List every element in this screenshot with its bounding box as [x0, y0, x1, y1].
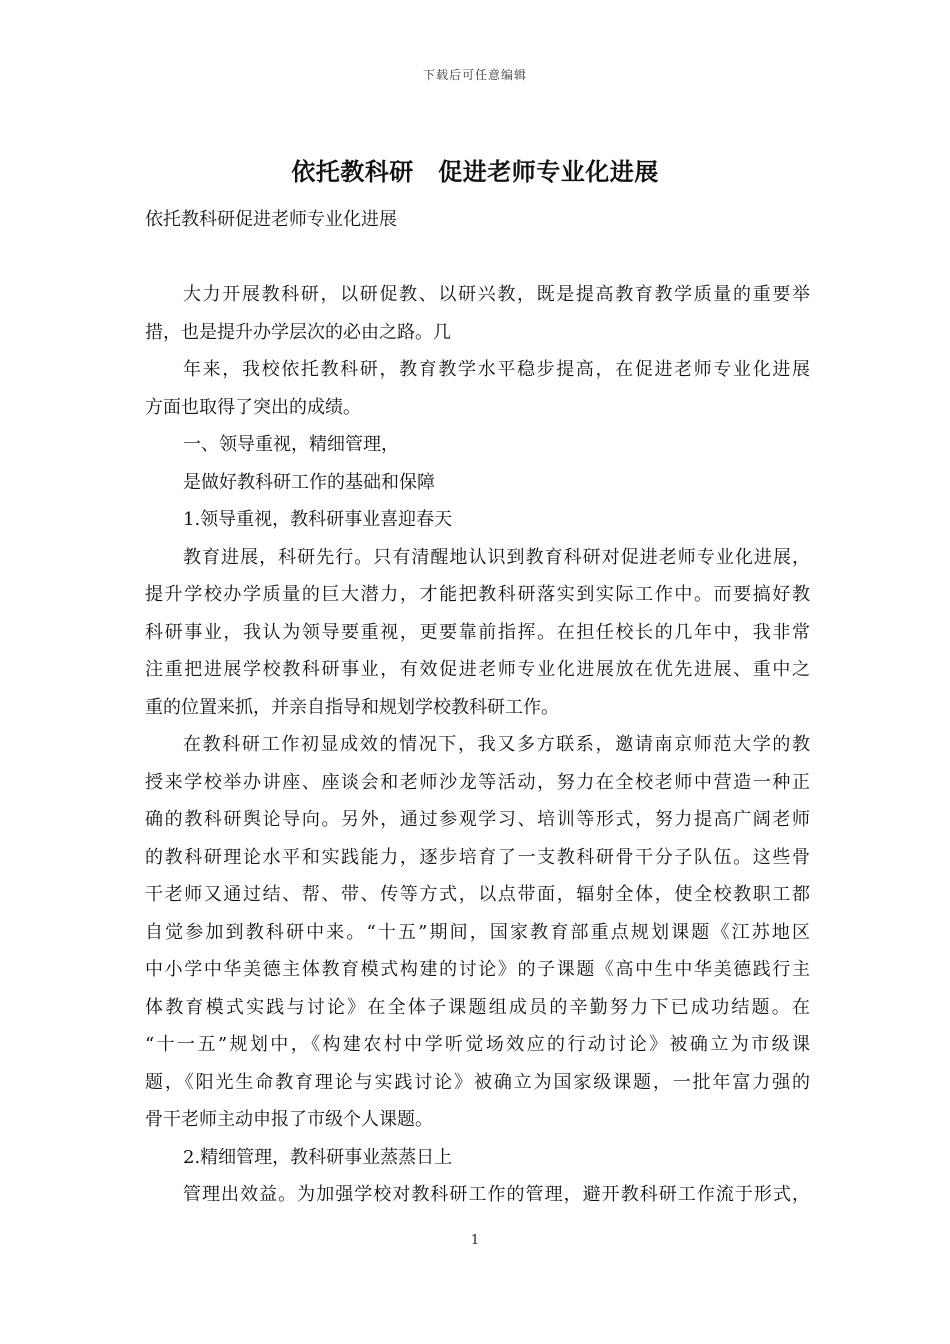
section-heading-line: 一、领导重视，精细管理，: [183, 434, 399, 455]
document-title: 依托教科研 促进老师专业化进展: [291, 157, 659, 186]
paragraph-line: 措，也是提升办学层次的必由之路。几: [145, 321, 451, 343]
paragraph-line: 骨干老师主动申报了市级个人课题。: [145, 1109, 433, 1130]
subsection-heading: 2.精细管理，教科研事业蒸蒸日上: [183, 1146, 453, 1168]
page-number: 1: [470, 1233, 480, 1248]
paragraph-line: 自觉参加到教科研中来。“十五”期间，国家教育部重点规划课题《江苏地区: [145, 921, 810, 943]
paragraph-line: “十一五”规划中，《构建农村中学听觉场效应的行动讨论》被确立为市级课: [145, 1034, 810, 1055]
page-header-note: 下载后可任意编辑: [422, 68, 527, 82]
paragraph-line: 大力开展教科研，以研促教、以研兴教，既是提高教育教学质量的重要举: [183, 284, 810, 305]
paragraph-line: 题，《阳光生命教育理论与实践讨论》被确立为国家级课题，一批年富力强的: [145, 1071, 810, 1093]
paragraph-line: 干老师又通过结、帮、带、传等方式，以点带面，辐射全体，使全校教职工都: [145, 884, 810, 905]
paragraph-line: 中小学中华美德主体教育模式构建的讨论》的子课题《高中生中华美德践行主: [145, 959, 810, 980]
section-heading-line: 是做好教科研工作的基础和保障: [183, 471, 435, 493]
paragraph-line: 年来，我校依托教科研，教育教学水平稳步提高，在促进老师专业化进展: [183, 359, 810, 380]
paragraph-line: 确的教科研舆论导向。另外，通过参观学习、培训等形式，努力提高广阔老师: [145, 809, 810, 830]
paragraph-line: 注重把进展学校教科研事业，有效促进老师专业化进展放在优先进展、重中之: [145, 659, 810, 680]
paragraph-line: 在教科研工作初显成效的情况下，我又多方联系，邀请南京师范大学的教: [183, 734, 810, 755]
blank-line: [145, 239, 810, 277]
paragraph-line: 的教科研理论水平和实践能力，逐步培育了一支教科研骨干分子队伍。这些骨: [145, 846, 810, 868]
paragraph-line: 体教育模式实践与讨论》在全体子课题组成员的辛勤努力下已成功结题。在: [145, 996, 810, 1018]
paragraph-line: 方面也取得了突出的成绩。: [145, 396, 361, 418]
paragraph-line: 提升学校办学质量的巨大潜力，才能把教科研落实到实际工作中。而要搞好教: [145, 584, 810, 605]
subsection-heading: 1.领导重视，教科研事业喜迎春天: [183, 509, 453, 530]
paragraph-line: 管理出效益。为加强学校对教科研工作的管理，避开教科研工作流于形式，: [183, 1184, 810, 1205]
paragraph-line: 教育进展，科研先行。只有清醒地认识到教育科研对促进老师专业化进展，: [183, 546, 810, 568]
paragraph-line: 科研事业，我认为领导要重视，更要靠前指挥。在担任校长的几年中，我非常: [145, 621, 810, 643]
paragraph-line: 授来学校举办讲座、座谈会和老师沙龙等活动，努力在全校老师中营造一种正: [145, 771, 810, 793]
subtitle: 依托教科研促进老师专业化进展: [145, 209, 397, 230]
document-body: [145, 201, 810, 1214]
paragraph-line: 重的位置来抓，并亲自指导和规划学校教科研工作。: [145, 696, 559, 718]
